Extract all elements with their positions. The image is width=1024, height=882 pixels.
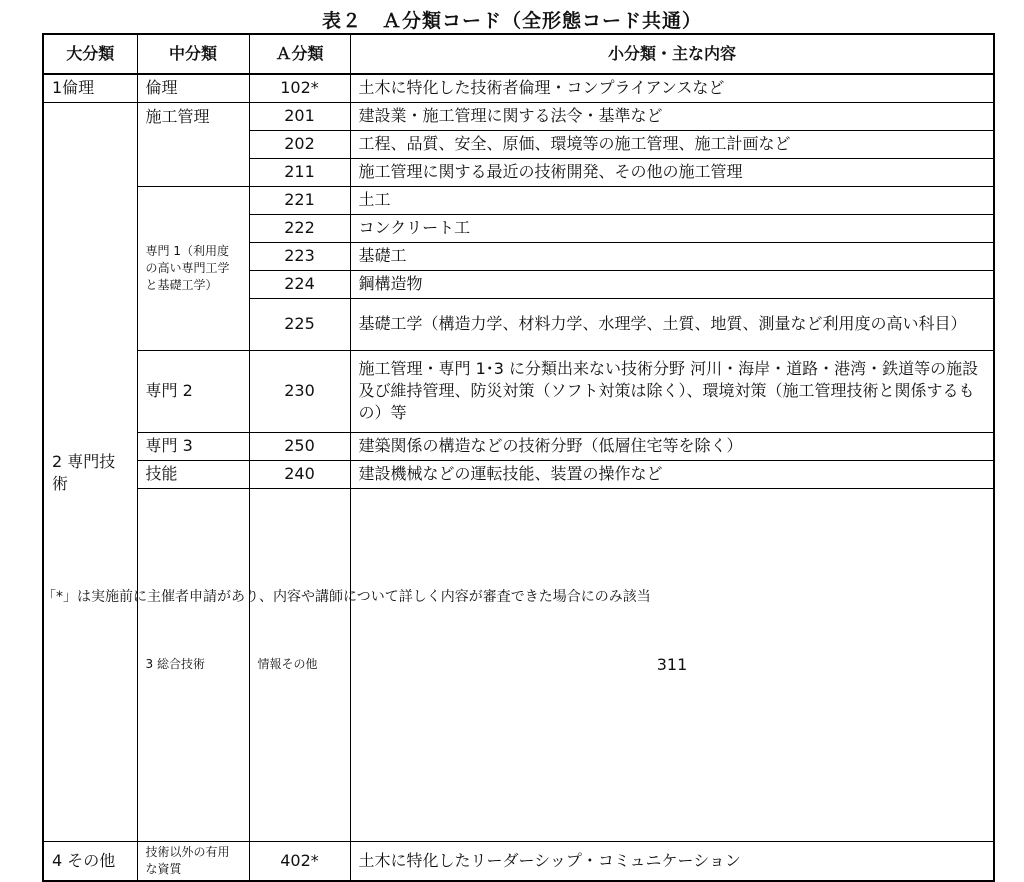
code-cell: 311 [350,488,994,841]
content-cell: 基礎工 [350,242,994,270]
content-cell: 施工管理に関する最近の技術開発、その他の施工管理 [350,158,994,186]
content-cell: 土木に特化した技術者倫理・コンプライアンスなど [350,74,994,102]
content-cell: 施工管理・専門 1･3 に分類出来ない技術分野 河川・海岸・道路・港湾・鉄道等の施設及び維持管理、防災対策（ソフト対策は除く）、環境対策（施工管理技術と関係するもの）等 [350,350,994,432]
content-cell: 建築関係の構造などの技術分野（低層住宅等を除く） [350,432,994,460]
code-cell: 102* [249,74,350,102]
middle-cell: 情報その他 [249,488,350,841]
header-middle: 中分類 [137,34,249,74]
table-row [43,432,994,460]
code-cell: 230 [249,350,350,432]
content-cell: 土木に特化したリーダーシップ・コミュニケーション [350,841,994,881]
middle-cell: 専門 2 [137,350,249,432]
content-cell: 工程、品質、安全、原価、環境等の施工管理、施工計画など [350,130,994,158]
table-row [43,102,994,130]
code-cell: 250 [249,432,350,460]
major-cell: 3 総合技術 [137,488,249,841]
content-cell: 鋼構造物 [350,270,994,298]
code-cell: 240 [249,460,350,488]
major-cell: 2 専門技術 [43,102,137,841]
header-code: Ａ分類 [249,34,350,74]
code-cell: 224 [249,270,350,298]
code-cell: 201 [249,102,350,130]
content-cell: 基礎工学（構造力学、材料力学、水理学、土質、地質、測量など利用度の高い科目） [350,298,994,350]
middle-cell: 施工管理 [137,102,249,186]
code-cell: 402* [249,841,350,881]
code-cell: 225 [249,298,350,350]
table-row [43,350,994,432]
middle-cell: 倫理 [137,74,249,102]
major-cell: 4 その他 [43,841,137,881]
code-cell: 202 [249,130,350,158]
content-cell: 建設業・施工管理に関する法令・基準など [350,102,994,130]
middle-cell: 専門 1（利用度の高い専門工学と基礎工学） [137,186,249,350]
content-cell: 土工 [350,186,994,214]
table-row [43,488,994,841]
content-cell: コンクリート工 [350,214,994,242]
table-title: 表２ Ａ分類コード（全形態コード共通） [321,10,702,32]
code-cell: 223 [249,242,350,270]
classification-table [42,33,995,882]
table-row [43,186,994,214]
major-cell: 1倫理 [43,74,137,102]
content-cell: 建設機械などの運転技能、装置の操作など [350,460,994,488]
table-row [43,74,994,102]
code-cell: 211 [249,158,350,186]
header-major: 大分類 [43,34,137,74]
middle-cell: 専門 3 [137,432,249,460]
header-content: 小分類・主な内容 [350,34,994,74]
middle-cell: 技術以外の有用な資質 [137,841,249,881]
code-cell: 221 [249,186,350,214]
table-row [43,460,994,488]
table-row [43,841,994,881]
code-cell: 222 [249,214,350,242]
middle-cell: 技能 [137,460,249,488]
footnote: 「*」は実施前に主催者申請があり、内容や講師について詳しく内容が審査できた場合にのみ該当 [42,589,651,605]
